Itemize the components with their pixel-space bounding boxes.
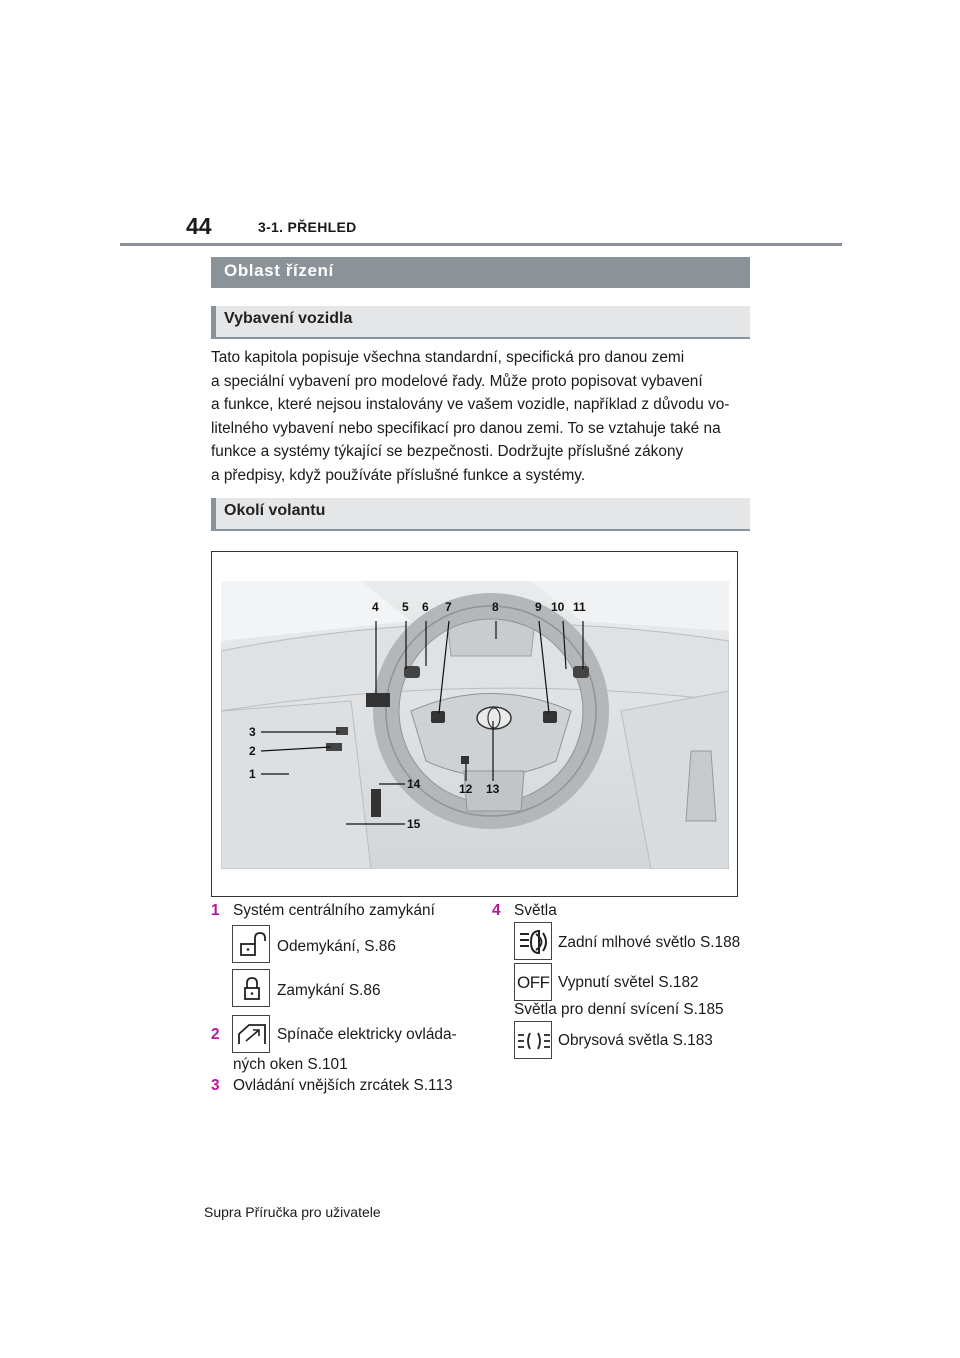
header-divider <box>120 243 842 246</box>
off-label: OFF <box>517 973 550 992</box>
callout-8: 8 <box>492 600 499 614</box>
callout-3: 3 <box>249 725 256 739</box>
legend-parking: Obrysová světla S.183 <box>558 1032 713 1049</box>
main-heading: Oblast řízení <box>211 257 750 288</box>
intro-paragraph <box>211 346 761 488</box>
callout-14: 14 <box>407 777 421 791</box>
legend-lights-off: Vypnutí světel S.182 <box>558 974 699 991</box>
section-title: 3-1. PŘEHLED <box>258 219 357 235</box>
legend-text: Systém centrálního zamykání <box>233 902 435 919</box>
paragraph-line: funkce a systémy týkající se bezpečnosti. Dodržujte příslušné zákony <box>211 443 684 461</box>
legend-text: Ovládání vnějších zrcátek S.113 <box>233 1077 453 1094</box>
callout-9: 9 <box>535 600 542 614</box>
legend-item-1 <box>211 901 435 921</box>
legend-drl: Světla pro denní svícení S.185 <box>514 1001 724 1018</box>
legend-item-2-line1: Spínače elektricky ovláda- <box>277 1026 457 1043</box>
power-window-icon <box>232 1015 270 1053</box>
callout-2: 2 <box>249 744 256 758</box>
legend-number: 4 <box>492 902 501 919</box>
legend-number: 3 <box>211 1077 220 1094</box>
rear-fog-light-icon <box>514 922 552 960</box>
legend-item-2-number <box>211 1025 233 1045</box>
legend-item-3 <box>211 1076 453 1096</box>
subheading-equipment: Vybavení vozidla <box>211 306 750 337</box>
steering-wheel-figure <box>211 551 738 897</box>
legend-number: 1 <box>211 902 220 919</box>
legend-text: Světla <box>514 902 557 919</box>
callout-7: 7 <box>445 600 452 614</box>
callout-6: 6 <box>422 600 429 614</box>
subheading-steering-area: Okolí volantu <box>211 498 750 529</box>
callout-11: 11 <box>573 600 586 614</box>
parking-lights-icon <box>514 1021 552 1059</box>
lights-off-icon <box>514 963 552 1001</box>
unlock-icon <box>232 925 270 963</box>
callout-5: 5 <box>402 600 409 614</box>
cockpit-illustration <box>221 581 729 869</box>
callout-12: 12 <box>459 782 473 796</box>
footer-text: Supra Příručka pro uživatele <box>204 1204 381 1220</box>
callout-1: 1 <box>249 767 256 781</box>
legend-number: 2 <box>211 1026 220 1043</box>
callout-13: 13 <box>486 782 500 796</box>
paragraph-line: Tato kapitola popisuje všechna standardní, specifická pro danou zemi <box>211 349 685 366</box>
legend-rear-fog: Zadní mlhové světlo S.188 <box>558 934 741 951</box>
lock-icon <box>232 969 270 1007</box>
paragraph-line: a předpisy, když používáte příslušné funkce a systémy. <box>211 466 586 484</box>
callout-4: 4 <box>372 600 379 614</box>
paragraph-line: a funkce, které nejsou instalovány ve vašem vozidle, například z důvodu vo- <box>211 396 730 414</box>
page-number: 44 <box>186 213 212 239</box>
callout-10: 10 <box>551 600 565 614</box>
legend-item-4 <box>492 901 557 921</box>
callout-15: 15 <box>407 817 421 831</box>
legend-unlock: Odemykání, S.86 <box>277 938 396 955</box>
paragraph-line: litelného vybavení nebo specifikací pro danou zemi. To se vztahuje také na <box>211 419 721 437</box>
paragraph-line: a speciální vybavení pro modelové řady. Může proto popisovat vybavení <box>211 372 703 390</box>
legend-item-2-line2: ných oken S.101 <box>233 1056 348 1073</box>
legend-lock: Zamykání S.86 <box>277 982 381 999</box>
